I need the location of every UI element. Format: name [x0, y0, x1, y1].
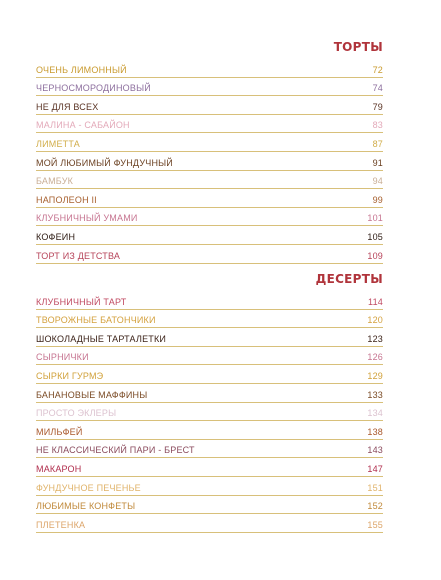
- toc-entry: [36, 78, 383, 97]
- toc-entry-title: БАНАНОВЫЕ МАФФИНЫ: [36, 389, 148, 400]
- toc-entry-title: ПЛЕТЕНКА: [36, 519, 86, 530]
- toc-entry: [36, 440, 383, 459]
- toc-entry-page: 101: [367, 213, 383, 224]
- toc-entry: [36, 328, 383, 347]
- toc-entry-page: 109: [367, 250, 383, 261]
- section-cakes: [36, 39, 383, 264]
- toc-entry: [36, 514, 383, 533]
- toc-entry: [36, 245, 383, 264]
- toc-entry: [36, 496, 383, 515]
- toc-list: [36, 59, 383, 264]
- toc-entry-page: 99: [372, 194, 383, 205]
- toc-entry-title: КОФЕИН: [36, 231, 76, 242]
- section-title: ТОРТЫ: [333, 40, 383, 54]
- toc-entry-title: КЛУБНИЧНЫЙ УМАМИ: [36, 213, 138, 224]
- toc-entry-page: 129: [367, 370, 383, 381]
- toc-entry: [36, 310, 383, 329]
- toc-entry: [36, 171, 383, 190]
- toc-entry-title: ЧЕРНОСМОРОДИНОВЫЙ: [36, 83, 151, 94]
- toc-entry-page: 143: [367, 445, 383, 456]
- toc-entry: [36, 115, 383, 134]
- toc-entry-page: 114: [368, 296, 383, 307]
- toc-entry-page: 91: [372, 157, 383, 168]
- toc-entry-page: 83: [372, 120, 383, 131]
- toc-entry-title: КЛУБНИЧНЫЙ ТАРТ: [36, 296, 127, 307]
- toc-entry-page: 155: [367, 519, 383, 530]
- toc-entry-page: 152: [367, 501, 383, 512]
- toc-entry-title: ОЧЕНЬ ЛИМОННЫЙ: [36, 64, 127, 75]
- toc-entry-page: 120: [367, 315, 383, 326]
- toc-entry-title: НЕ КЛАССИЧЕСКИЙ ПАРИ - БРЕСТ: [36, 445, 195, 456]
- toc-entry-title: МАКАРОН: [36, 463, 82, 474]
- toc-entry-page: 134: [367, 408, 383, 419]
- toc-entry: [36, 477, 383, 496]
- toc-entry: [36, 189, 383, 208]
- toc-entry-title: ФУНДУЧНОЕ ПЕЧЕНЬЕ: [36, 482, 141, 493]
- section-desserts: [36, 271, 383, 533]
- toc-entry: [36, 96, 383, 115]
- toc-entry-title: ШОКОЛАДНЫЕ ТАРТАЛЕТКИ: [36, 333, 167, 344]
- toc-entry-page: 74: [372, 83, 383, 94]
- toc-entry-page: 133: [367, 389, 383, 400]
- toc-entry-page: 126: [367, 352, 383, 363]
- toc-entry-title: ТОРТ ИЗ ДЕТСТВА: [36, 250, 121, 261]
- toc-entry-title: МОЙ ЛЮБИМЫЙ ФУНДУЧНЫЙ: [36, 157, 173, 168]
- toc-entry: [36, 208, 383, 227]
- toc-list: [36, 291, 383, 533]
- toc-entry: [36, 133, 383, 152]
- toc-entry-title: МАЛИНА - САБАЙОН: [36, 120, 130, 131]
- toc-entry-title: СЫРКИ ГУРМЭ: [36, 370, 104, 381]
- toc-entry-title: НЕ ДЛЯ ВСЕХ: [36, 101, 99, 112]
- section-title: ДЕСЕРТЫ: [315, 272, 383, 286]
- toc-entry-title: ЛИМЕТТА: [36, 138, 80, 149]
- toc-entry-title: МИЛЬФЕЙ: [36, 426, 83, 437]
- toc-entry: [36, 458, 383, 477]
- toc-entry-title: ТВОРОЖНЫЕ БАТОНЧИКИ: [36, 315, 156, 326]
- toc-entry-page: 87: [372, 138, 383, 149]
- toc-entry: [36, 421, 383, 440]
- toc-entry-title: СЫРНИЧКИ: [36, 352, 89, 363]
- toc-entry-title: ЛЮБИМЫЕ КОНФЕТЫ: [36, 501, 136, 512]
- toc-entry: [36, 384, 383, 403]
- toc-entry: [36, 152, 383, 171]
- toc-entry-page: 151: [367, 482, 383, 493]
- toc-entry-page: 147: [367, 463, 383, 474]
- toc-entry: [36, 59, 383, 78]
- toc-entry-title: БАМБУК: [36, 176, 74, 187]
- toc-entry-page: 105: [367, 231, 383, 242]
- toc-entry-page: 138: [367, 426, 383, 437]
- toc-entry-page: 94: [372, 176, 383, 187]
- toc-entry: [36, 291, 383, 310]
- toc-entry-title: НАПОЛЕОН II: [36, 194, 97, 205]
- toc-entry-title: ПРОСТО ЭКЛЕРЫ: [36, 408, 117, 419]
- toc-entry: [36, 365, 383, 384]
- toc-entry: [36, 403, 383, 422]
- toc-entry-page: 72: [372, 64, 383, 75]
- toc-entry-page: 123: [367, 333, 383, 344]
- toc-entry: [36, 226, 383, 245]
- toc-entry-page: 79: [372, 101, 383, 112]
- toc-entry: [36, 347, 383, 366]
